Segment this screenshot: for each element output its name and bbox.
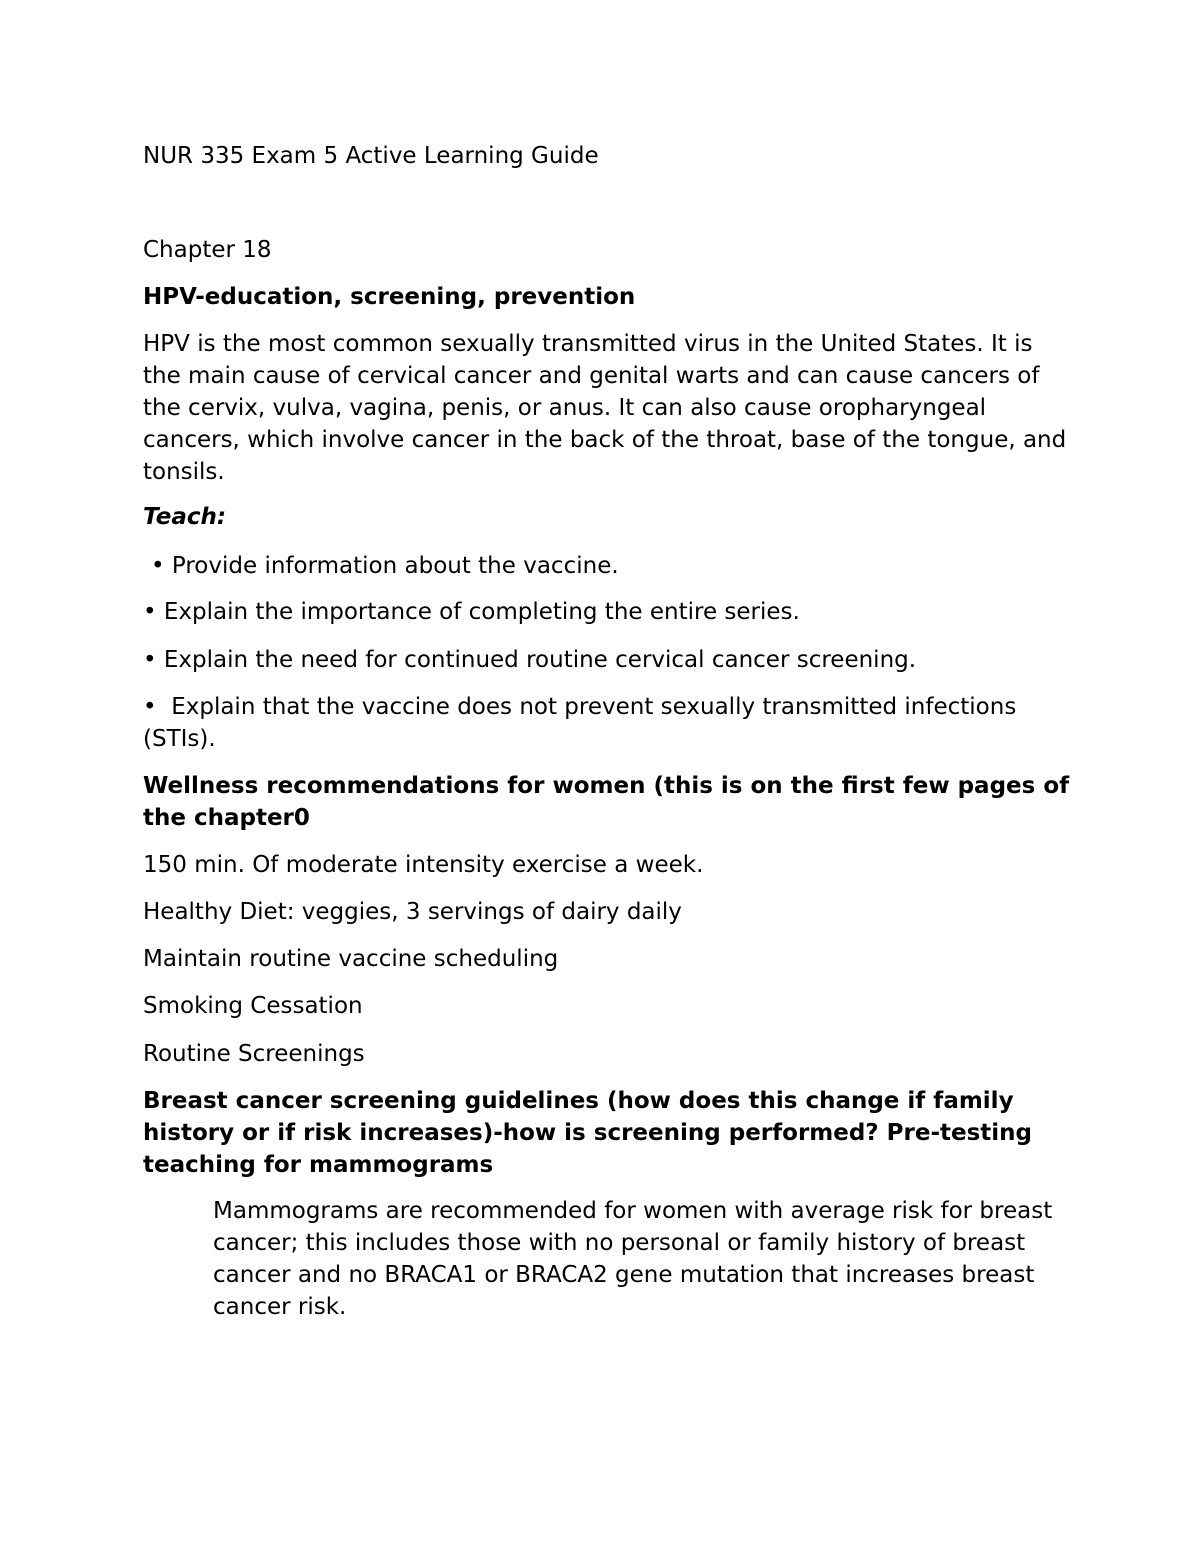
teach-item-text: Explain the need for continued routine cervical cancer screening. [163, 647, 917, 673]
teach-item-text: Provide information about the vaccine. [171, 553, 619, 579]
teach-item [143, 596, 800, 628]
teach-item-text: Explain that the vaccine does not prevent sexually transmitted infections (STIs). [143, 694, 1017, 752]
document-title: NUR 335 Exam 5 Active Learning Guide [143, 143, 599, 169]
wellness-item: Smoking Cessation [143, 993, 363, 1019]
bullet-icon: • [151, 553, 165, 579]
bullet-icon: • [143, 599, 157, 625]
breast-screening-heading: Breast cancer screening guidelines (how does this change if family history or if risk increases)-how is screening performed? Pre-testing teaching for mammograms [143, 1088, 1033, 1178]
teach-label: Teach: [143, 504, 227, 530]
wellness-item: Healthy Diet: veggies, 3 servings of dairy daily [143, 899, 682, 925]
hpv-heading: HPV-education, screening, prevention [143, 284, 636, 310]
wellness-item: Routine Screenings [143, 1041, 365, 1067]
bullet-icon: • [143, 647, 157, 673]
teach-item [143, 644, 916, 676]
bullet-icon: • [143, 694, 157, 720]
hpv-paragraph: HPV is the most common sexually transmitted virus in the United States. It is the main cause of cervical cancer and genital warts and can cause cancers of the cervix, vulva, vagina, penis, or anus. It can also cause oropharyngeal cancers, which involve cancer in the back of the throat, base of the tongue, and tonsils. [143, 331, 1067, 485]
teach-item-text: Explain the importance of completing the entire series. [163, 599, 800, 625]
wellness-item: Maintain routine vaccine scheduling [143, 946, 559, 972]
teach-item [143, 691, 1073, 755]
wellness-heading: Wellness recommendations for women (this is on the first few pages of the chapter0 [143, 773, 1070, 831]
chapter-label: Chapter 18 [143, 237, 272, 263]
wellness-item: 150 min. Of moderate intensity exercise a week. [143, 852, 704, 878]
teach-item [151, 550, 619, 582]
breast-screening-paragraph: Mammograms are recommended for women with average risk for breast cancer; this includes those with no personal or family history of breast cancer and no BRACA1 or BRACA2 gene mutation that increases breast cancer risk. [213, 1198, 1053, 1320]
